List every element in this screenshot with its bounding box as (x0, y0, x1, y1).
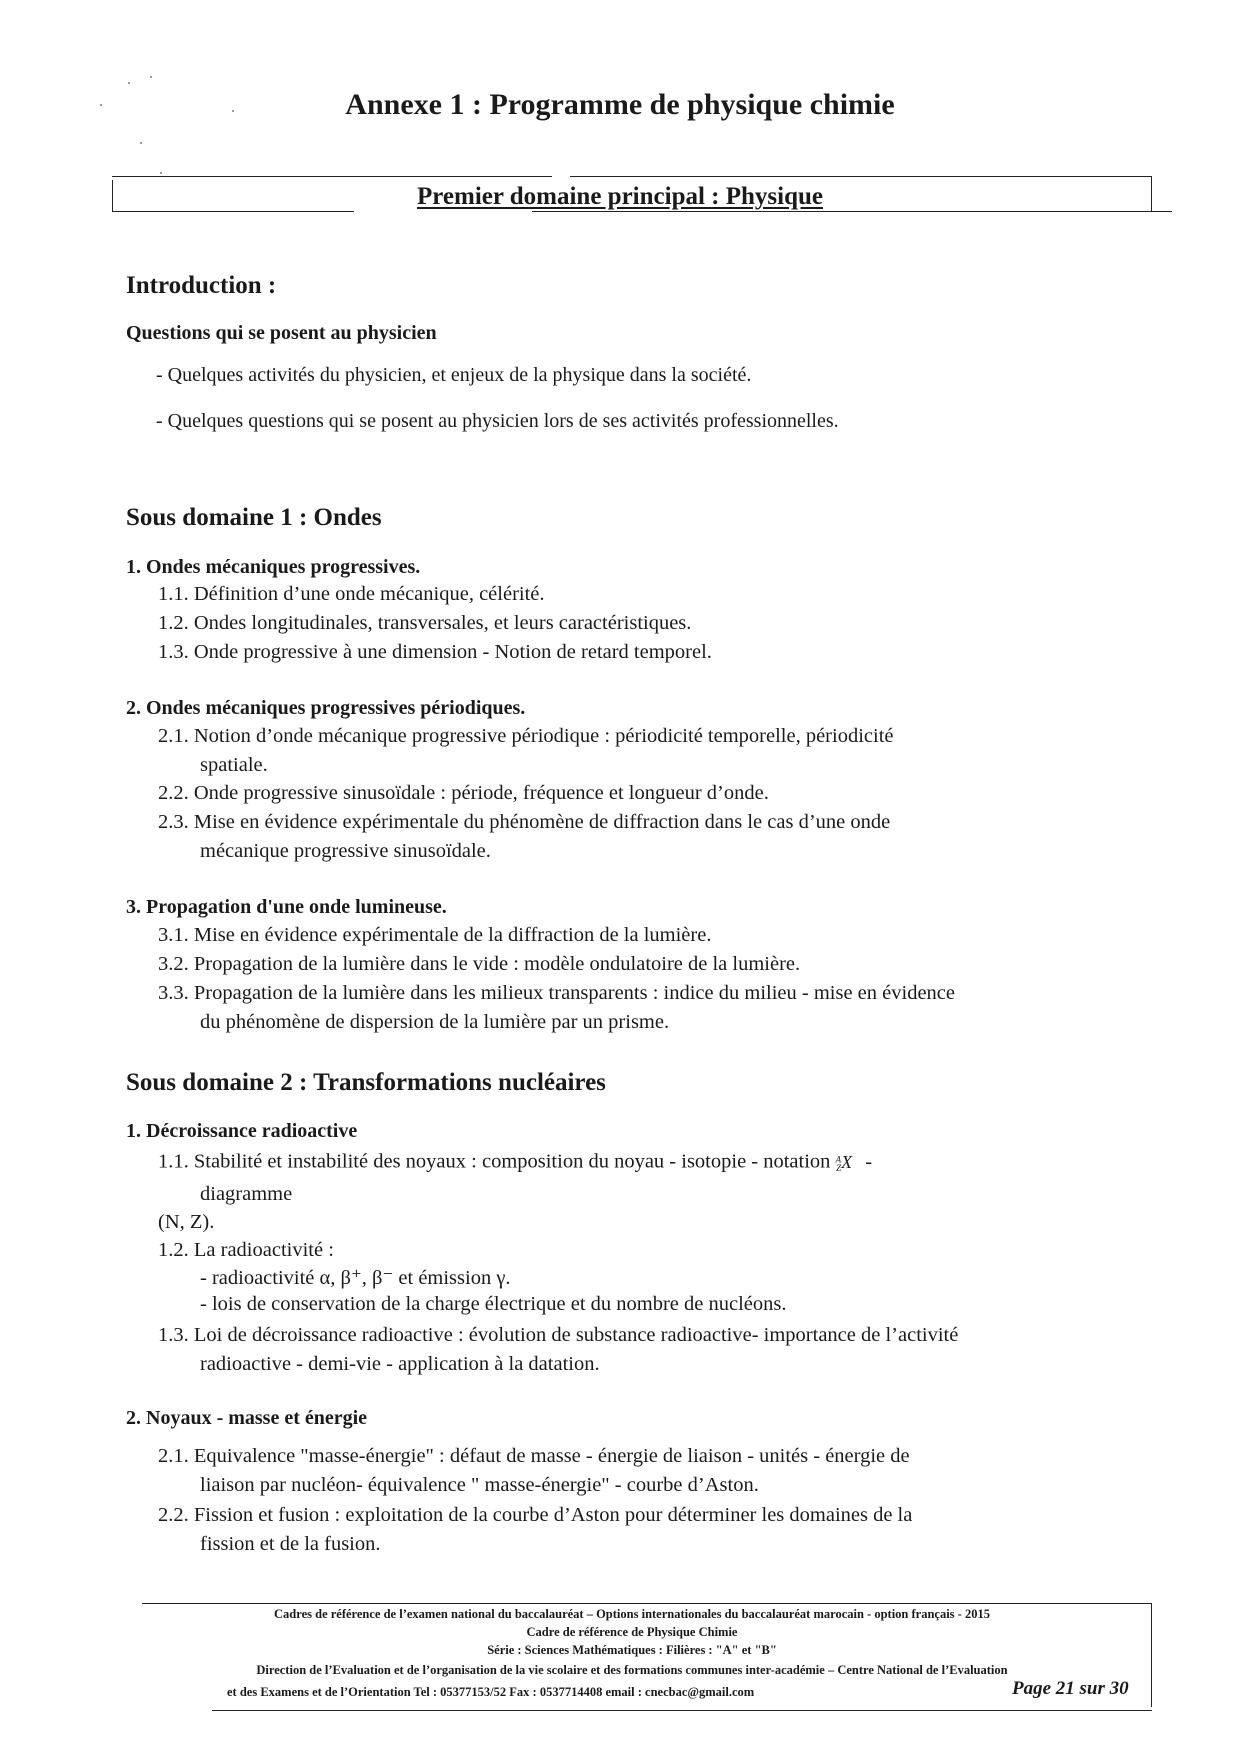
sd1-item-1-3: 1.3. Onde progressive à une dimension - Notion de retard temporel. (158, 641, 712, 663)
footer-line-4: Direction de l’Evaluation et de l’organisation de la vie scolaire et des formations communes inter-académie – Centre National de l’Evaluation (256, 1663, 1008, 1677)
sd1-item-1-2: 1.2. Ondes longitudinales, transversales, et leurs caractéristiques. (158, 612, 692, 634)
intro-subheading: Questions qui se posent au physicien (126, 322, 437, 344)
sd1-item-2-3-cont: mécanique progressive sinusoïdale. (200, 840, 491, 862)
sd1-item-3-1: 3.1. Mise en évidence expérimentale de la diffraction de la lumière. (158, 924, 712, 946)
intro-bullet-1: - Quelques activités du physicien, et enjeux de la physique dans la société. (156, 364, 752, 386)
page-title: Annexe 1 : Programme de physique chimie (345, 88, 895, 121)
sd1-section-3-title: 3. Propagation d'une onde lumineuse. (126, 896, 447, 918)
footer-line-2: Cadre de référence de Physique Chimie (526, 1625, 738, 1639)
domain-title: Premier domaine principal : Physique (416, 183, 824, 210)
intro-bullet-2: - Quelques questions qui se posent au physicien lors de ses activités professionnelles. (156, 410, 839, 432)
intro-heading: Introduction : (126, 272, 277, 299)
sd2-item-1-1: 1.1. Stabilité et instabilité des noyaux : composition du noyau - isotopie - notation $^A_Z$X - (158, 1150, 873, 1174)
footer-line-1: Cadres de référence de l’examen national du baccalauréat – Options internationales du baccalauréat marocain - option français - 2015 (274, 1607, 990, 1621)
sd1-item-2-2: 2.2. Onde progressive sinusoïdale : période, fréquence et longueur d’onde. (158, 782, 769, 804)
sd1-item-2-3: 2.3. Mise en évidence expérimentale du phénomène de diffraction dans le cas d’une onde (158, 811, 891, 833)
sd2-section-2-title: 2. Noyaux - masse et énergie (126, 1407, 368, 1429)
sd2-item-1-3: 1.3. Loi de décroissance radioactive : évolution de substance radioactive- importance de l’activité (158, 1324, 959, 1346)
page-number: Page 21 sur 30 (1012, 1678, 1129, 1699)
sd2-item-1-1-cont: diagramme (200, 1183, 293, 1205)
sd2-heading: Sous domaine 2 : Transformations nucléaires (126, 1069, 606, 1096)
nucleus-notation: $^A_Z$X (835, 1151, 853, 1174)
sd1-item-2-1: 2.1. Notion d’onde mécanique progressive périodique : périodicité temporelle, périodicité (158, 725, 894, 747)
sd2-item-1-1-cont2: (N, Z). (158, 1211, 215, 1233)
sd2-item-1-2-b: - lois de conservation de la charge électrique et du nombre de nucléons. (200, 1293, 787, 1315)
page-footer (112, 1603, 1152, 1711)
sd2-item-2-1: 2.1. Equivalence "masse-énergie" : défaut de masse - énergie de liaison - unités - énergie de (158, 1445, 910, 1467)
sd2-section-1-title: 1. Décroissance radioactive (126, 1120, 358, 1142)
sd2-item-2-2-cont: fission et de la fusion. (200, 1533, 381, 1555)
sd1-item-3-3: 3.3. Propagation de la lumière dans les milieux transparents : indice du milieu - mise en évidence (158, 982, 955, 1004)
footer-line-3: Série : Sciences Mathématiques : Filières : "A" et "B" (487, 1643, 777, 1657)
sd2-item-1-2: 1.2. La radioactivité : (158, 1239, 334, 1261)
sd2-item-1-2-a: - radioactivité α, β⁺, β⁻ et émission γ. (200, 1267, 511, 1289)
footer-line-5: et des Examens et de l’Orientation Tel : 05377153/52 Fax : 0537714408 email : cnecbac@gmail.com (227, 1685, 755, 1699)
sd2-item-1-3-cont: radioactive - demi-vie - application à la datation. (200, 1353, 600, 1375)
sd1-section-1-title: 1. Ondes mécaniques progressives. (126, 556, 421, 578)
sd2-item-2-1-cont: liaison par nucléon- équivalence " masse-énergie" - courbe d’Aston. (200, 1474, 759, 1496)
sd1-section-2-title: 2. Ondes mécaniques progressives périodiques. (126, 697, 526, 719)
sd1-item-3-2: 3.2. Propagation de la lumière dans le vide : modèle ondulatoire de la lumière. (158, 953, 801, 975)
sd1-item-3-3-cont: du phénomène de dispersion de la lumière par un prisme. (200, 1011, 670, 1033)
sd1-item-1-1: 1.1. Définition d’une onde mécanique, célérité. (158, 583, 545, 605)
sd1-heading: Sous domaine 1 : Ondes (126, 504, 382, 531)
sd2-item-2-2: 2.2. Fission et fusion : exploitation de la courbe d’Aston pour déterminer les domaines de la (158, 1504, 913, 1526)
sd1-item-2-1-cont: spatiale. (200, 754, 268, 776)
